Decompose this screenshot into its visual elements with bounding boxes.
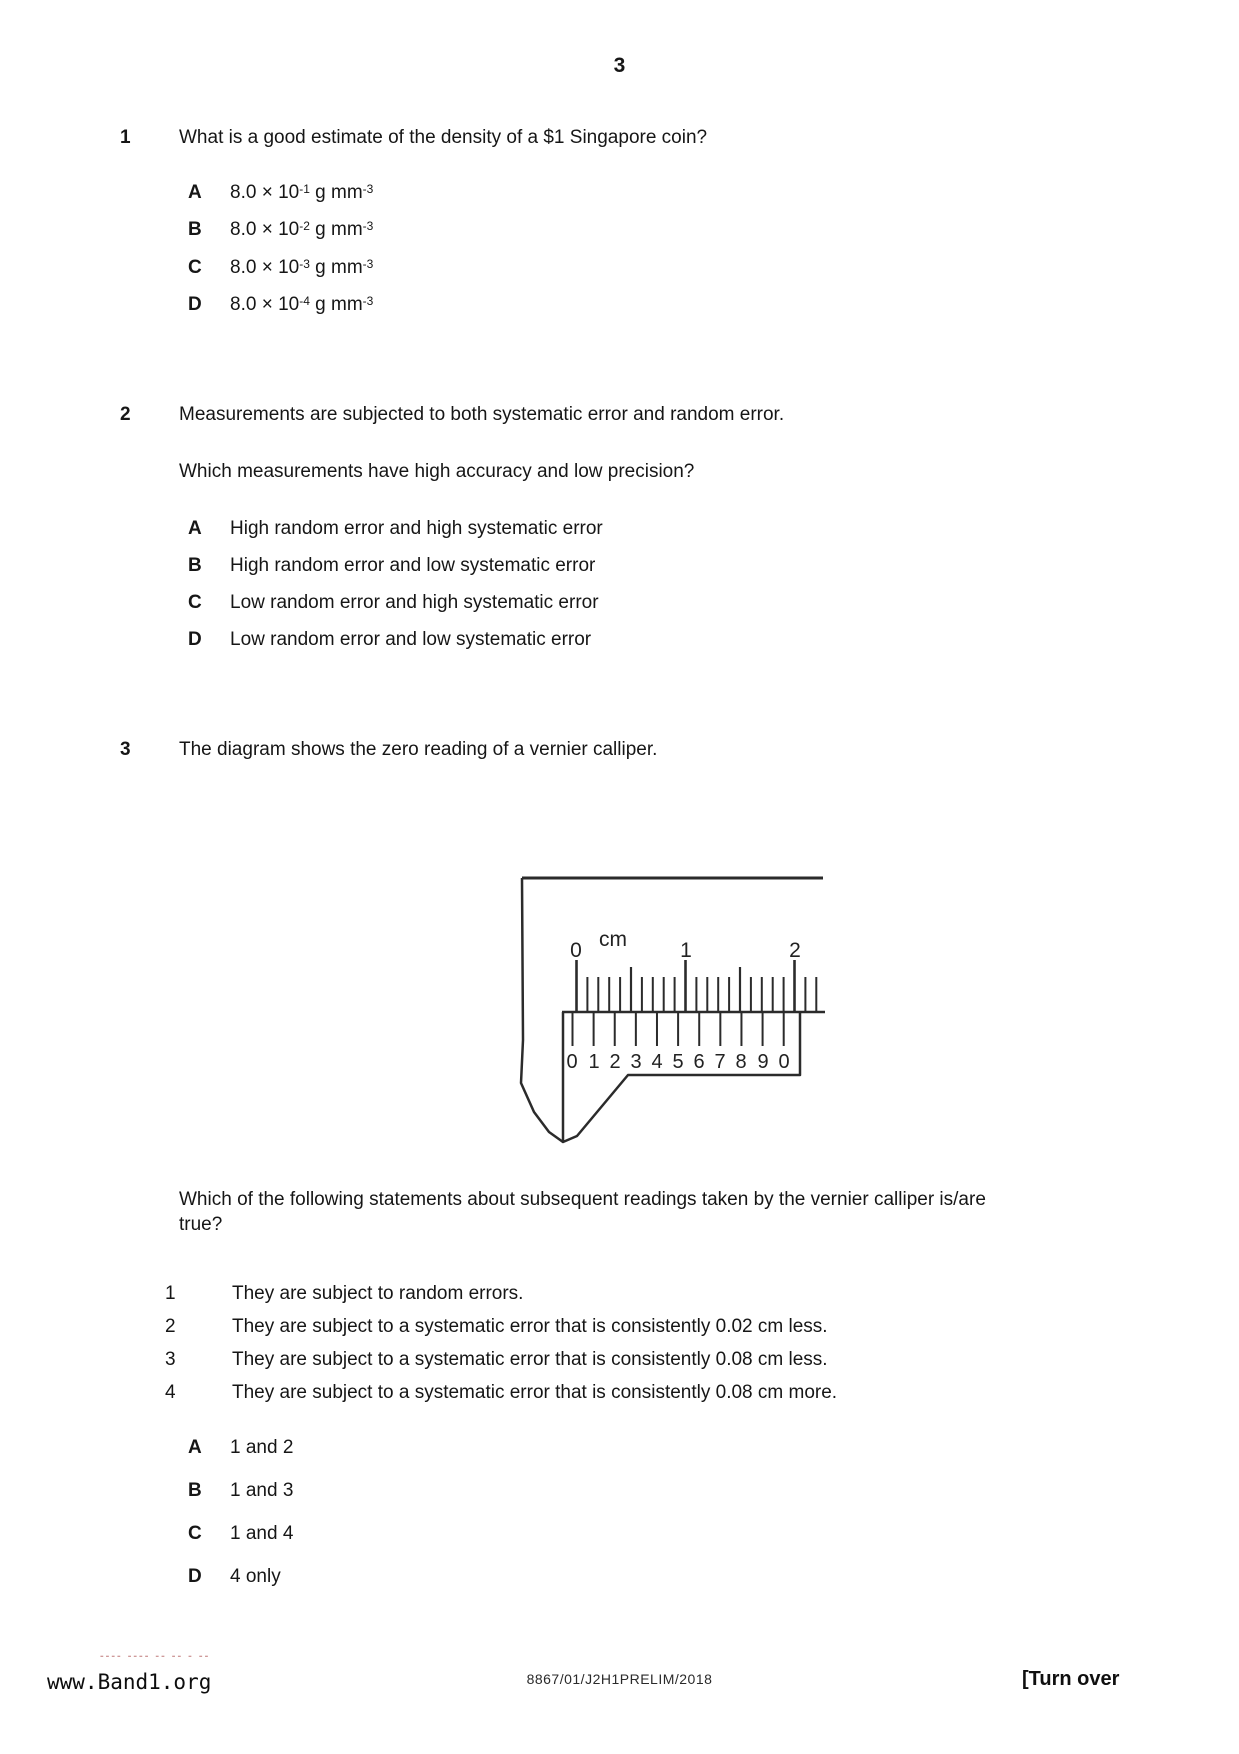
vernier-label-3: 3 bbox=[630, 1051, 642, 1073]
vernier-label-1: 1 bbox=[588, 1051, 600, 1073]
question-3-text: The diagram shows the zero reading of a vernier calliper. bbox=[179, 739, 658, 760]
option-text: 1 and 3 bbox=[230, 1480, 294, 1501]
option-letter: D bbox=[188, 1566, 202, 1587]
vernier-label-8: 8 bbox=[735, 1051, 747, 1073]
statement-text: They are subject to a systematic error that is consistently 0.08 cm more. bbox=[232, 1382, 838, 1403]
statement-number: 3 bbox=[165, 1349, 176, 1370]
vernier-label-0: 0 bbox=[566, 1051, 578, 1073]
question-3-number: 3 bbox=[120, 739, 131, 760]
question-2-option-a bbox=[188, 517, 603, 541]
question-2-option-c bbox=[188, 591, 599, 615]
question-2-text: Measurements are subjected to both systematic error and random error. bbox=[179, 404, 785, 425]
question-3-stem bbox=[120, 1187, 999, 1237]
main-scale-label-2: 2 bbox=[789, 939, 801, 962]
option-letter: D bbox=[188, 294, 202, 315]
statement-text: They are subject to a systematic error that is consistently 0.08 cm less. bbox=[232, 1349, 828, 1370]
statement-1 bbox=[165, 1282, 523, 1306]
question-1-option-b bbox=[188, 218, 373, 242]
question-3-option-b bbox=[188, 1479, 293, 1503]
vernier-label-5: 5 bbox=[672, 1051, 684, 1073]
vernier-label-2: 2 bbox=[609, 1051, 621, 1073]
statement-2 bbox=[165, 1315, 828, 1339]
option-value: $8.0 \times 10^{-3}$ g $mm^{-3}$ bbox=[230, 257, 374, 278]
option-letter: A bbox=[188, 1437, 202, 1458]
question-2-subtext bbox=[120, 459, 694, 484]
calliper-fixed-jaw bbox=[521, 878, 563, 1142]
question-1-text: What is a good estimate of the density of a $1 Singapore coin? bbox=[179, 127, 708, 148]
option-letter: A bbox=[188, 518, 202, 539]
main-scale-label-1: 1 bbox=[680, 939, 692, 962]
question-3 bbox=[120, 737, 657, 762]
question-1-option-d bbox=[188, 293, 373, 317]
main-scale-label-0: 0 bbox=[570, 939, 582, 962]
question-1-option-a bbox=[188, 181, 373, 205]
option-value: $8.0 \times 10^{-1}$ g $mm^{-3}$ bbox=[230, 182, 374, 203]
question-3-option-c bbox=[188, 1522, 293, 1546]
question-3-option-d bbox=[188, 1565, 281, 1589]
vernier-label-6: 6 bbox=[693, 1051, 705, 1073]
question-1-number: 1 bbox=[120, 127, 131, 148]
option-text: Low random error and low systematic error bbox=[230, 629, 592, 650]
option-text: 1 and 4 bbox=[230, 1523, 294, 1544]
question-3-stem-text: Which of the following statements about subsequent readings taken by the vernier calliper is/are true? bbox=[179, 1189, 986, 1235]
vernier-label-9: 9 bbox=[757, 1051, 769, 1073]
option-letter: D bbox=[188, 629, 202, 650]
statement-text: They are subject to a systematic error that is consistently 0.02 cm less. bbox=[232, 1316, 828, 1337]
vernier-label-10: 0 bbox=[778, 1051, 790, 1073]
calliper-scale-ticks bbox=[573, 960, 817, 1046]
option-letter: B bbox=[188, 219, 202, 240]
question-2-number: 2 bbox=[120, 404, 131, 425]
option-text: 4 only bbox=[230, 1566, 281, 1587]
option-text: 1 and 2 bbox=[230, 1437, 294, 1458]
option-text: High random error and high systematic error bbox=[230, 518, 603, 539]
option-letter: A bbox=[188, 182, 202, 203]
question-2-text2: Which measurements have high accuracy and low precision? bbox=[179, 461, 695, 482]
option-letter: C bbox=[188, 257, 202, 278]
footer-paper-code: 8867/01/J2H1PRELIM/2018 bbox=[526, 1671, 713, 1687]
question-2-option-d bbox=[188, 628, 591, 652]
statement-3 bbox=[165, 1348, 828, 1372]
statement-number: 4 bbox=[165, 1382, 176, 1403]
vernier-calliper-diagram bbox=[505, 858, 840, 1158]
main-scale-unit-label: cm bbox=[599, 928, 627, 951]
question-2-option-b bbox=[188, 554, 595, 578]
statement-text: They are subject to random errors. bbox=[232, 1283, 524, 1304]
footer-watermark-marks: ---- ---- -- -- - -- bbox=[100, 1650, 211, 1662]
option-letter: C bbox=[188, 592, 202, 613]
vernier-label-4: 4 bbox=[651, 1051, 663, 1073]
question-2 bbox=[120, 402, 784, 427]
statement-number: 2 bbox=[165, 1316, 176, 1337]
option-value: $8.0 \times 10^{-2}$ g $mm^{-3}$ bbox=[230, 219, 374, 240]
statement-number: 1 bbox=[165, 1283, 176, 1304]
footer-turn-over: [Turn over bbox=[1022, 1668, 1120, 1690]
option-text: Low random error and high systematic error bbox=[230, 592, 599, 613]
question-3-option-a bbox=[188, 1436, 293, 1460]
vernier-label-7: 7 bbox=[714, 1051, 726, 1073]
calliper-slider-outline bbox=[563, 1012, 800, 1142]
option-text: High random error and low systematic error bbox=[230, 555, 596, 576]
statement-4 bbox=[165, 1381, 837, 1405]
option-letter: B bbox=[188, 1480, 202, 1501]
page-number: 3 bbox=[613, 54, 626, 77]
question-1 bbox=[120, 125, 707, 150]
option-letter: C bbox=[188, 1523, 202, 1544]
option-value: $8.0 \times 10^{-4}$ g $mm^{-3}$ bbox=[230, 294, 374, 315]
option-letter: B bbox=[188, 555, 202, 576]
question-1-option-c bbox=[188, 256, 373, 280]
footer-website: www.Band1.org bbox=[47, 1670, 212, 1694]
